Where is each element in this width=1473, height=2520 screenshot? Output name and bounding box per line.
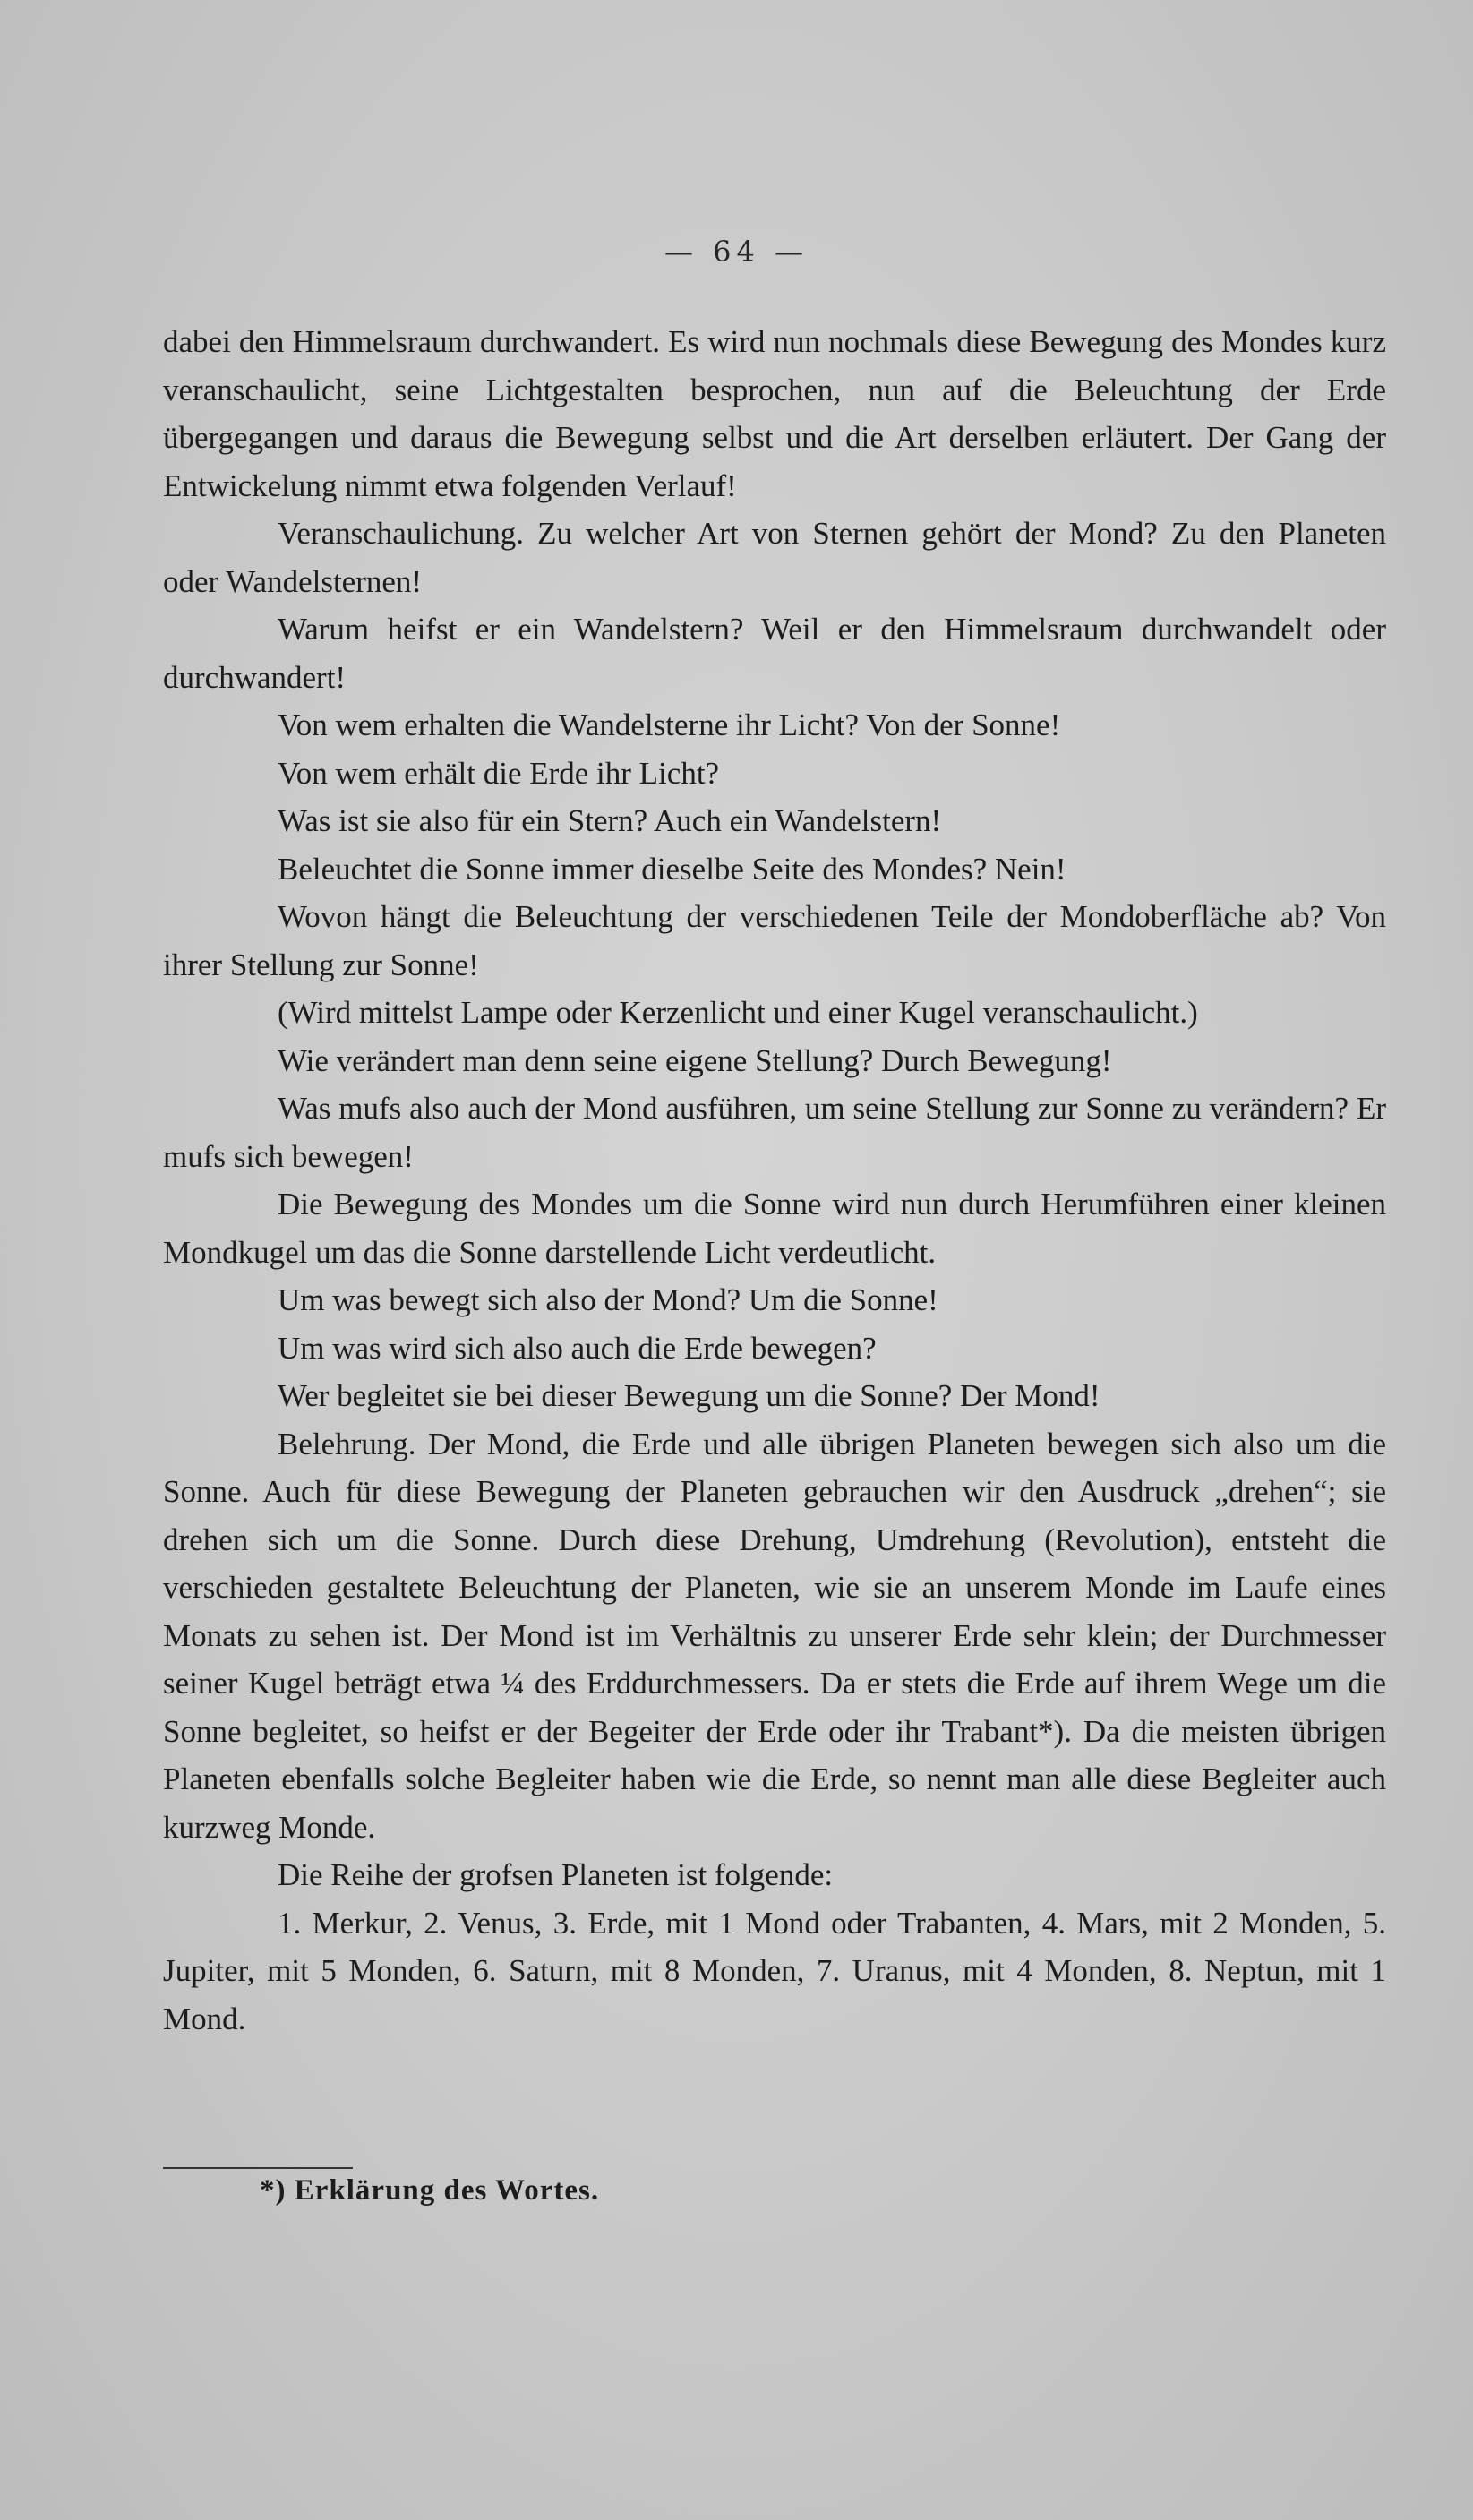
paragraph: Von wem erhält die Erde ihr Licht? bbox=[278, 755, 720, 791]
page-number: — 64 — bbox=[664, 235, 809, 269]
paragraph: Die Reihe der grofsen Planeten ist folgende: bbox=[278, 1857, 834, 1892]
paragraph: Um was bewegt sich also der Mond? Um die Sonne! bbox=[278, 1282, 938, 1317]
paragraph: Beleuchtet die Sonne immer dieselbe Seite des Mondes? Nein! bbox=[278, 851, 1066, 887]
paragraph: 1. Merkur, 2. Venus, 3. Erde, mit 1 Mond oder Trabanten, 4. Mars, mit 2 Monden, 5. Jupiter, mit 5 Monden, 6. Saturn, mit 8 Monden, 7. Uranus, mit 4 Monden, 8. Neptun, mit 1 Mond. bbox=[163, 1905, 1386, 2036]
footnote: *) Erklärung des Wortes. bbox=[260, 2174, 600, 2207]
paragraph: Belehrung. Der Mond, die Erde und alle übrigen Planeten bewegen sich also um die Sonne. Auch für diese Bewegung der Planeten gebrauchen wir den Ausdruck „drehen“; sie drehen sich um die Sonne. Durch diese Drehung, Umdrehung (Revolution), entsteht die verschieden gestaltete Beleuchtung der Planeten, wie sie an unserem Monde im Laufe eines Monats zu sehen ist. Der Mond ist im Verhältnis zu unserer Erde sehr klein; der Durchmesser seiner Kugel beträgt etwa ¼ des Erddurchmessers. Da er stets die Erde auf ihrem Wege um die Sonne begleitet, so heifst er der Begeiter der Erde oder ihr Trabant*). Da die meisten übrigen Planeten ebenfalls solche Begleiter haben wie die Erde, so nennt man alle diese Begleiter auch kurzweg Monde. bbox=[163, 1426, 1386, 1845]
paragraph: Was ist sie also für ein Stern? Auch ein Wandelstern! bbox=[278, 803, 942, 838]
paragraph: Die Bewegung des Mondes um die Sonne wird nun durch Herumführen einer kleinen Mondkugel um das die Sonne darstellende Licht verdeutlicht. bbox=[163, 1187, 1386, 1270]
paragraph: Von wem erhalten die Wandelsterne ihr Licht? Von der Sonne! bbox=[278, 707, 1061, 742]
paragraph: Wer begleitet sie bei dieser Bewegung um die Sonne? Der Mond! bbox=[278, 1378, 1100, 1413]
paragraph: Veranschaulichung. Zu welcher Art von Sternen gehört der Mond? Zu den Planeten oder Wandelsternen! bbox=[163, 516, 1386, 599]
paragraph: Was mufs also auch der Mond ausführen, um seine Stellung zur Sonne zu verändern? Er mufs sich bewegen! bbox=[163, 1091, 1386, 1174]
paragraph: dabei den Himmelsraum durchwandert. Es wird nun nochmals diese Bewegung des Mondes kurz veranschaulicht, seine Lichtgestalten besprochen, nun auf die Beleuchtung der Erde übergegangen und daraus die Bewegung selbst und die Art derselben erläutert. Der Gang der Entwickelung nimmt etwa folgenden Verlauf! bbox=[163, 324, 1386, 503]
paragraph: (Wird mittelst Lampe oder Kerzenlicht und einer Kugel veranschaulicht.) bbox=[278, 995, 1198, 1030]
body-text bbox=[163, 318, 1386, 2043]
paragraph: Wovon hängt die Beleuchtung der verschiedenen Teile der Mondoberfläche ab? Von ihrer Stellung zur Sonne! bbox=[163, 899, 1386, 982]
paragraph: Wie verändert man denn seine eigene Stellung? Durch Bewegung! bbox=[278, 1042, 1112, 1078]
paragraph: Um was wird sich also auch die Erde bewegen? bbox=[278, 1330, 877, 1366]
paragraph: Warum heifst er ein Wandelstern? Weil er den Himmelsraum durchwandelt oder durchwandert! bbox=[163, 612, 1386, 695]
footnote-divider bbox=[163, 2167, 353, 2169]
